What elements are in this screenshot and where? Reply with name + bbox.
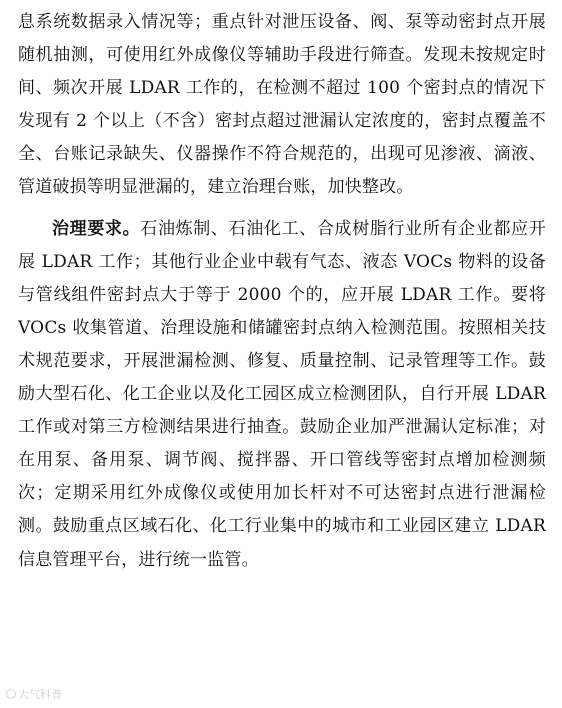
watermark [6, 686, 62, 702]
paragraph-body: 石油炼制、石油化工、合成树脂行业所有企业都应开展 LDAR 工作；其他行业企业中载有气态、液态 VOCs 物料的设备与管线组件密封点大于等于 2000 个的，应开展 LDAR 工作。要将 VOCs 收集管道、治理设施和储罐密封点纳入检测范围。按照相关技术规范要求，开展泄漏检测、修复、质量控制、记录管理等工作。鼓励大型石化、化工企业以及化工园区成立检测团队，自行开展 LDAR 工作或对第三方检测结果进行抽查。鼓励企业加严泄漏认定标准；对在用泵、备用泵、调节阀、搅拌器、开口管线等密封点增加检测频次；定期采用红外成像仪或使用加长杆对不可达密封点进行泄漏检测。鼓励重点区域石化、化工行业集中的城市和工业园区建立 LDAR 信息管理平台，进行统一监管。 [18, 218, 546, 570]
watermark-text: 大气科普 [18, 688, 62, 701]
paragraph-continued: 息系统数据录入情况等；重点针对泄压设备、阀、泵等动密封点开展随机抽测，可使用红外成像仪等辅助手段进行筛查。发现未按规定时间、频次开展 LDAR 工作的，在检测不超过 100 个密封点的情况下发现有 2 个以上（不含）密封点超过泄漏认定浓度的，密封点覆盖不全、台账记录缺失、仪器操作不符合规范的，出现可见渗液、滴液、管道破损等明显泄漏的，建立治理台账，加快整改。 [18, 12, 546, 198]
watermark-logo-icon [6, 689, 16, 699]
paragraph-governance-requirements [18, 213, 546, 577]
paragraph-lead-heading: 治理要求。 [52, 218, 141, 239]
